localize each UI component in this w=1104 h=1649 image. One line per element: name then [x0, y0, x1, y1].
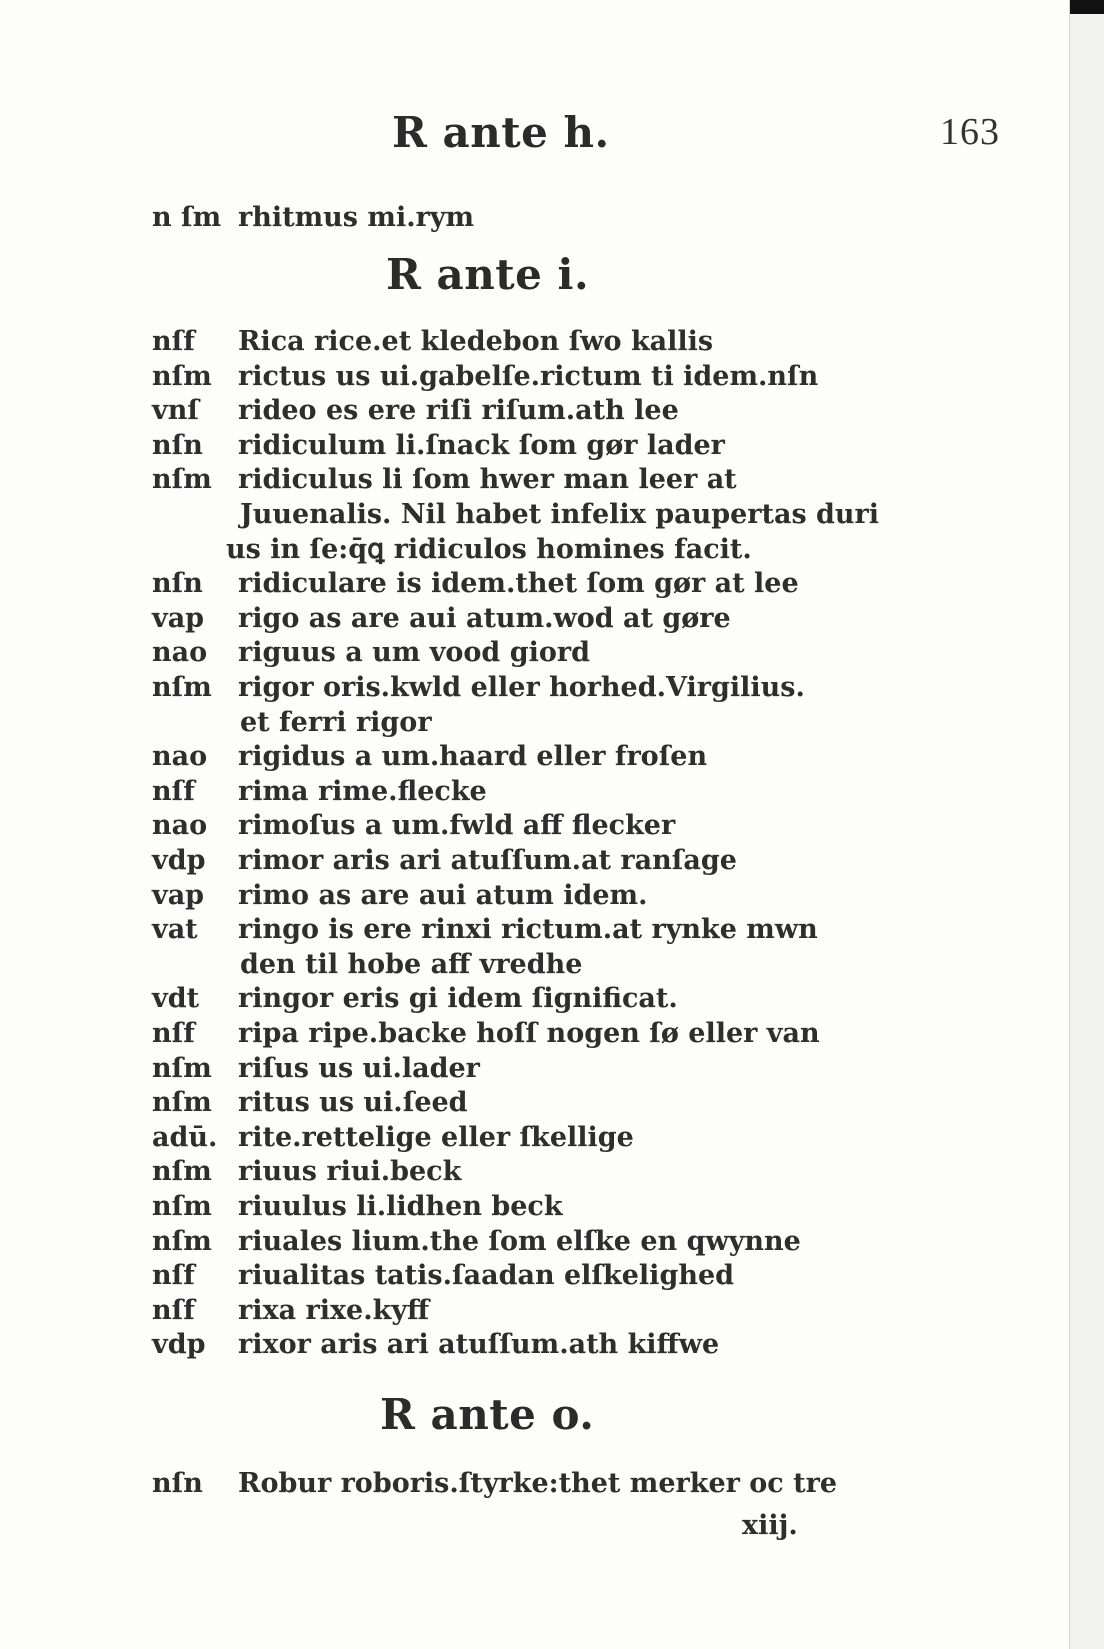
corner-mark — [1070, 0, 1104, 14]
entry-row — [152, 635, 590, 671]
entry-code: nſf — [152, 1260, 195, 1291]
entry-text: rictus us ui.gabelſe.rictum ti idem.nſn — [238, 361, 819, 392]
section-heading: R ante i. — [386, 250, 590, 299]
entry-row — [152, 981, 678, 1017]
entry-row — [152, 1154, 461, 1190]
entry-row — [152, 1224, 801, 1260]
entry-code: nſm — [152, 1226, 212, 1257]
entry-text: rite.rettelige eller ſkellige — [238, 1122, 634, 1153]
entry-code: nſf — [152, 1018, 195, 1049]
entry-code: nſf — [152, 1295, 195, 1326]
page-number: 163 — [940, 111, 1000, 153]
entry-row — [152, 878, 647, 914]
entry-text: ringor eris gi idem ſignificat. — [238, 983, 678, 1014]
entry-code: nſm — [152, 672, 212, 703]
entry-code: nſm — [152, 1087, 212, 1118]
entry-row — [152, 1466, 837, 1502]
entry-row — [152, 428, 725, 464]
entry-text: ripa ripe.backe hoſſ nogen ſø eller van — [238, 1018, 820, 1049]
entry-row — [152, 462, 737, 498]
entry-row — [152, 200, 474, 236]
entry-code: nſn — [152, 1468, 203, 1499]
entry-row — [152, 1293, 429, 1329]
entry-text: ritus us ui.ſeed — [238, 1087, 468, 1118]
entry-continuation: et ferri rigor — [240, 707, 432, 738]
entry-code: nſn — [152, 430, 203, 461]
entry-text: rixor aris ari atuſſum.ath kiffwe — [238, 1329, 720, 1360]
entry-text: rima rime.flecke — [238, 776, 487, 807]
entry-continuation: Juuenalis. Nil habet infelix paupertas duri — [240, 499, 880, 530]
entry-text: rixa rixe.kyff — [238, 1295, 430, 1326]
entry-row — [152, 1189, 563, 1225]
entry-code: nſn — [152, 568, 203, 599]
entry-code: nſf — [152, 776, 195, 807]
entry-row — [152, 324, 713, 360]
entry-code: vap — [152, 880, 205, 911]
entry-continuation: us in ſe:q̄ꝗ ridiculos homines facit. — [226, 534, 752, 565]
entry-text: rigor oris.kwld eller horhed.Virgilius. — [238, 672, 805, 703]
entry-row — [152, 1085, 468, 1121]
entry-code: nao — [152, 637, 208, 668]
entry-row — [152, 1051, 480, 1087]
entry-text: ridiculus li ſom hwer man leer at — [238, 464, 737, 495]
entry-text: ringo is ere rinxi rictum.at rynke mwn — [238, 914, 818, 945]
entry-text: rimoſus a um.fwld aff flecker — [238, 810, 676, 841]
entry-code: nſm — [152, 464, 212, 495]
running-header: R ante h. — [392, 108, 610, 157]
entry-row — [152, 774, 487, 810]
entry-text: rhitmus mi.rym — [238, 202, 475, 233]
entry-code: vat — [152, 914, 198, 945]
entry-text: riuulus li.lidhen beck — [238, 1191, 563, 1222]
entry-code: vnſ — [152, 395, 199, 426]
entry-text: Robur roboris.ſtyrke:thet merker oc tre — [238, 1468, 837, 1499]
entry-row — [152, 843, 737, 879]
entry-code: nao — [152, 741, 208, 772]
entry-code: vdp — [152, 845, 206, 876]
entry-code: nſm — [152, 1156, 212, 1187]
entry-row — [152, 359, 818, 395]
entry-code: nſm — [152, 1191, 212, 1222]
entry-code: vap — [152, 603, 205, 634]
entry-row — [152, 1016, 820, 1052]
entry-row — [152, 670, 805, 706]
entry-code: nſm — [152, 1053, 212, 1084]
entry-text: ridiculum li.ſnack ſom gør lader — [238, 430, 725, 461]
entry-code: nſm — [152, 361, 212, 392]
entry-text: rideo es ere riſi riſum.ath lee — [238, 395, 679, 426]
entry-code: nſf — [152, 326, 195, 357]
entry-text: riguus a um vood giord — [238, 637, 590, 668]
entry-code: nao — [152, 810, 208, 841]
entry-code: adū. — [152, 1122, 218, 1153]
entry-text: riuus riui.beck — [238, 1156, 462, 1187]
entry-text: rimo as are aui atum idem. — [238, 880, 648, 911]
entry-row — [152, 1120, 634, 1156]
entry-code: vdt — [152, 983, 200, 1014]
entry-row — [152, 566, 799, 602]
entry-row — [152, 1258, 734, 1294]
entry-row — [152, 739, 707, 775]
entry-row — [152, 808, 675, 844]
entry-text: ridiculare is idem.thet ſom gør at lee — [238, 568, 799, 599]
entry-code: vdp — [152, 1329, 206, 1360]
entry-text: rimor aris ari atuſſum.at ranſage — [238, 845, 737, 876]
entry-row — [152, 1327, 719, 1363]
entry-text: rigo as are aui atum.wod at gøre — [238, 603, 731, 634]
entry-row — [152, 601, 731, 637]
entry-continuation: den til hobe aff vredhe — [240, 949, 583, 980]
entry-text: riſus us ui.lader — [238, 1053, 480, 1084]
page-edge — [1069, 0, 1104, 1649]
section-heading: R ante o. — [380, 1390, 595, 1439]
entry-text: Rica rice.et kledebon ſwo kallis — [238, 326, 714, 357]
entry-text: rigidus a um.haard eller froſen — [238, 741, 708, 772]
catchword: xiij. — [742, 1510, 798, 1541]
entry-text: riuales lium.the ſom elſke en qwynne — [238, 1226, 801, 1257]
entry-code: n ſm — [152, 202, 222, 233]
entry-row — [152, 912, 818, 948]
entry-row — [152, 393, 679, 429]
entry-text: riualitas tatis.ſaadan elſkelighed — [238, 1260, 735, 1291]
